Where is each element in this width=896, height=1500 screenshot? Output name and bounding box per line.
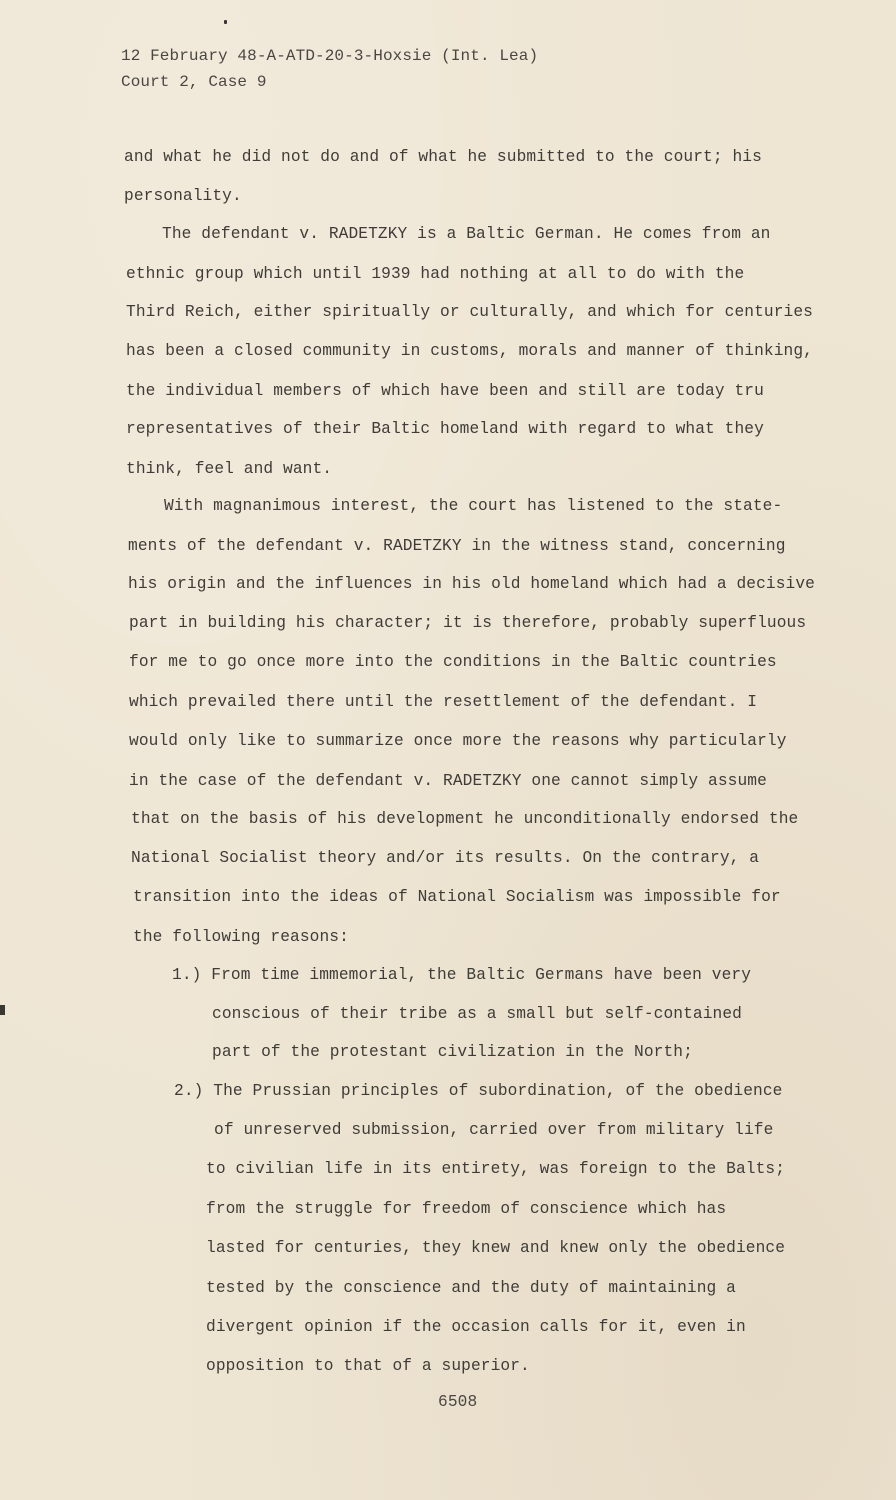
text-line: the individual members of which have been and still are today tru bbox=[126, 382, 764, 400]
text-line: in the case of the defendant v. RADETZKY one cannot simply assume bbox=[129, 772, 767, 790]
ink-dot bbox=[224, 20, 227, 24]
text-line: which prevailed there until the resettlement of the defendant. I bbox=[129, 693, 758, 711]
list-item-2-line: from the struggle for freedom of conscience which has bbox=[206, 1200, 727, 1218]
header-line-2: Court 2, Case 9 bbox=[121, 73, 267, 91]
list-item-1-line: 1.) From time immemorial, the Baltic Germans have been very bbox=[172, 966, 752, 984]
list-item-2-line: tested by the conscience and the duty of maintaining a bbox=[206, 1279, 736, 1297]
list-item-2-line: to civilian life in its entirety, was foreign to the Balts; bbox=[206, 1160, 786, 1178]
list-item-2-line: of unreserved submission, carried over from military life bbox=[214, 1121, 774, 1139]
page-number: 6508 bbox=[438, 1393, 478, 1411]
text-line: his origin and the influences in his old homeland which had a decisive bbox=[128, 575, 815, 593]
text-line: representatives of their Baltic homeland with regard to what they bbox=[126, 420, 764, 438]
text-line: and what he did not do and of what he submitted to the court; his bbox=[124, 148, 762, 166]
text-line: part in building his character; it is therefore, probably superfluous bbox=[129, 614, 807, 632]
text-line: National Socialist theory and/or its results. On the contrary, a bbox=[131, 849, 760, 867]
text-line: personality. bbox=[124, 187, 242, 205]
text-line: ethnic group which until 1939 had nothing at all to do with the bbox=[126, 265, 745, 283]
header-line-1: 12 February 48-A-ATD-20-3-Hoxsie (Int. Lea) bbox=[121, 47, 539, 65]
text-line: for me to go once more into the conditions in the Baltic countries bbox=[129, 653, 777, 671]
list-item-2-line: lasted for centuries, they knew and knew only the obedience bbox=[206, 1239, 786, 1257]
text-line: ments of the defendant v. RADETZKY in the witness stand, concerning bbox=[128, 537, 786, 555]
text-line: think, feel and want. bbox=[126, 460, 333, 478]
text-line: the following reasons: bbox=[133, 928, 349, 946]
text-line: Third Reich, either spiritually or culturally, and which for centuries bbox=[126, 303, 813, 321]
text-line: would only like to summarize once more the reasons why particularly bbox=[129, 732, 787, 750]
list-item-2-line: opposition to that of a superior. bbox=[206, 1357, 530, 1375]
text-line: transition into the ideas of National Socialism was impossible for bbox=[133, 888, 781, 906]
text-line: With magnanimous interest, the court has listened to the state- bbox=[164, 497, 783, 515]
margin-mark bbox=[0, 1005, 5, 1015]
text-line: that on the basis of his development he unconditionally endorsed the bbox=[131, 810, 799, 828]
list-item-1-line: conscious of their tribe as a small but self-contained bbox=[212, 1005, 742, 1023]
text-line: The defendant v. RADETZKY is a Baltic German. He comes from an bbox=[162, 225, 771, 243]
list-item-2-line: 2.) The Prussian principles of subordination, of the obedience bbox=[174, 1082, 783, 1100]
list-item-1-line: part of the protestant civilization in the North; bbox=[212, 1043, 693, 1061]
list-item-2-line: divergent opinion if the occasion calls for it, even in bbox=[206, 1318, 746, 1336]
text-line: has been a closed community in customs, morals and manner of thinking, bbox=[126, 342, 813, 360]
